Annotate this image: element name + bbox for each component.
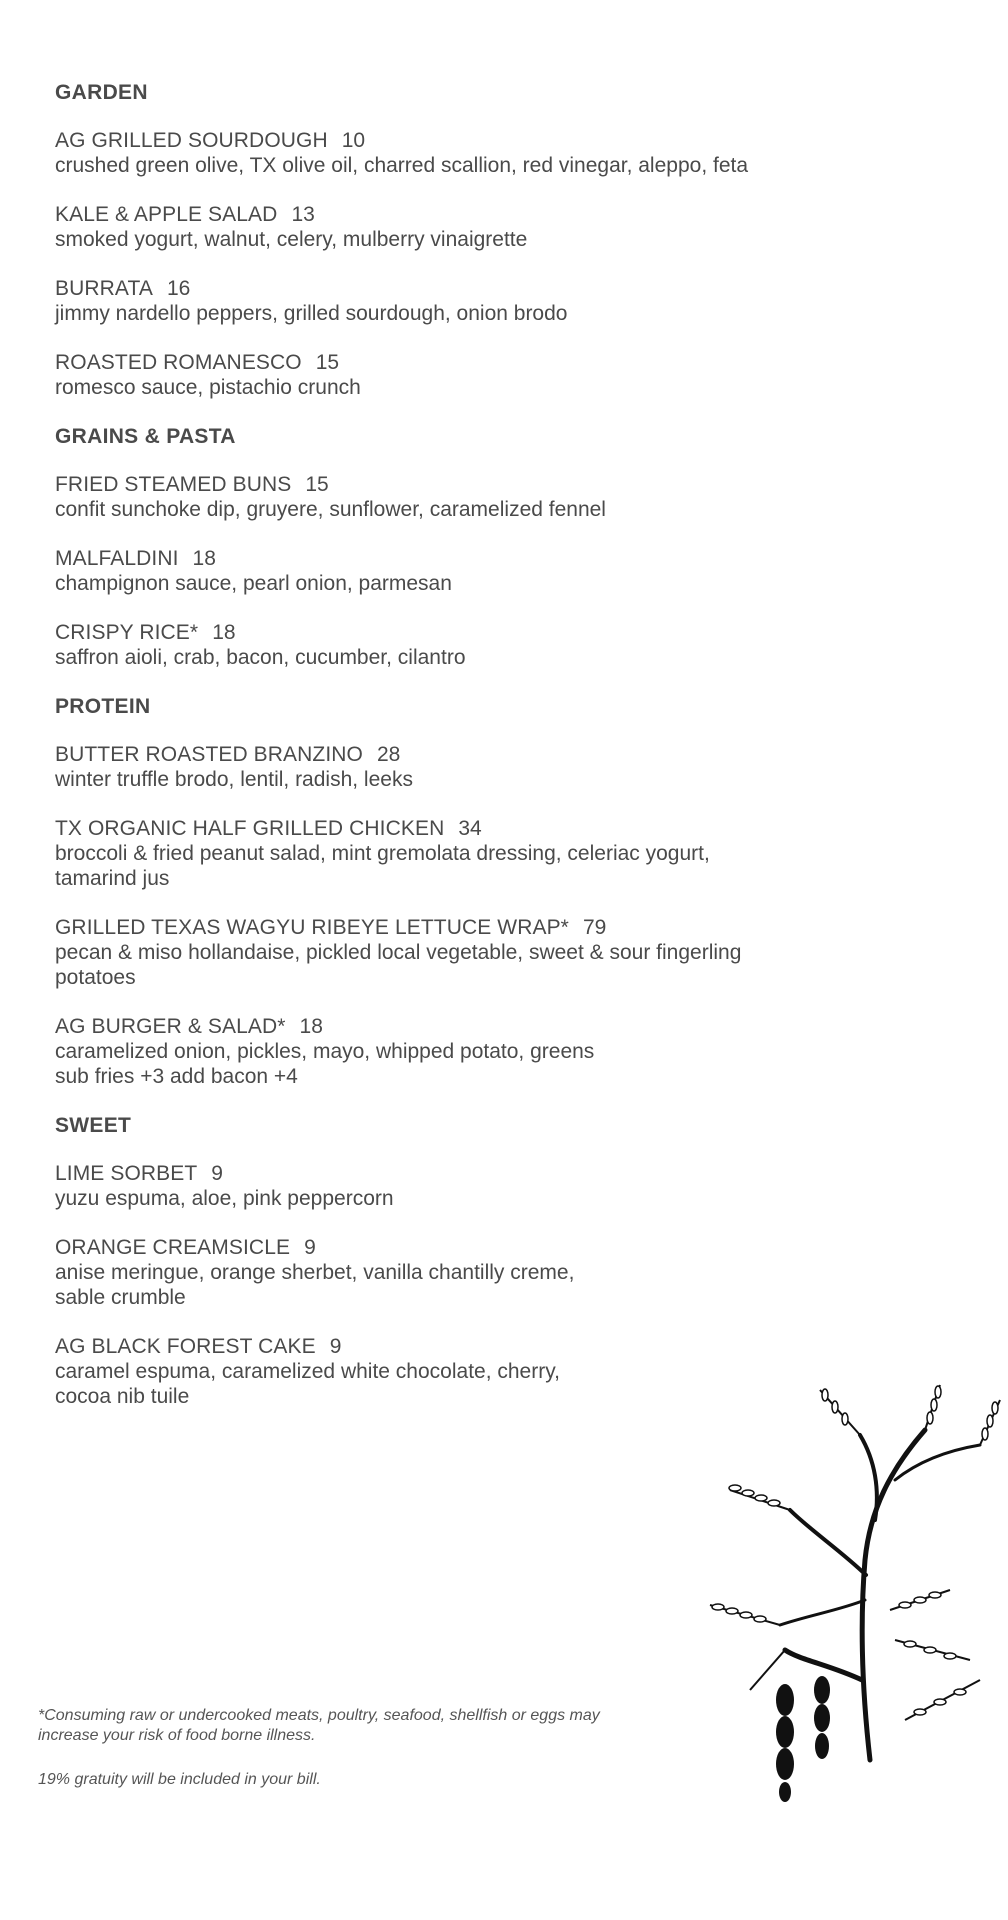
menu-item (55, 350, 875, 400)
menu-item (55, 816, 875, 891)
disclaimer-line: *Consuming raw or undercooked meats, poultry, seafood, shellfish or eggs may (38, 1707, 600, 1724)
item-name: BURRATA (55, 277, 153, 300)
menu-item (55, 128, 875, 178)
item-description: pecan & miso hollandaise, pickled local vegetable, sweet & sour fingerling (55, 941, 742, 964)
item-description: sub fries +3 add bacon +4 (55, 1065, 298, 1088)
section-title: GARDEN (55, 81, 148, 104)
item-name: GRILLED TEXAS WAGYU RIBEYE LETTUCE WRAP* (55, 916, 569, 939)
item-description: saffron aioli, crab, bacon, cucumber, cilantro (55, 646, 466, 669)
item-price: 15 (315, 351, 340, 374)
section-title: SWEET (55, 1114, 132, 1137)
item-description: sable crumble (55, 1286, 186, 1309)
item-price: 18 (192, 547, 216, 570)
item-price: 18 (212, 621, 236, 644)
item-price: 10 (341, 129, 366, 152)
item-description: winter truffle brodo, lentil, radish, leeks (55, 768, 413, 791)
item-name: AG BURGER & SALAD* (55, 1015, 286, 1038)
menu-item (55, 1235, 875, 1310)
menu-item (55, 1014, 875, 1089)
item-description: jimmy nardello peppers, grilled sourdough, onion brodo (55, 302, 568, 325)
menu-section-garden (55, 80, 875, 400)
item-name: ORANGE CREAMSICLE (55, 1236, 291, 1259)
item-description: cocoa nib tuile (55, 1385, 190, 1408)
item-description: smoked yogurt, walnut, celery, mulberry vinaigrette (55, 228, 528, 251)
item-description: anise meringue, orange sherbet, vanilla chantilly creme, (55, 1261, 575, 1284)
item-description: caramel espuma, caramelized white chocolate, cherry, (55, 1360, 560, 1383)
menu (55, 80, 875, 1433)
section-title: GRAINS & PASTA (55, 425, 236, 448)
item-description: broccoli & fried peanut salad, mint gremolata dressing, celeriac yogurt, (55, 842, 710, 865)
section-title: PROTEIN (55, 695, 151, 718)
item-price: 9 (329, 1335, 342, 1358)
item-description: yuzu espuma, aloe, pink peppercorn (55, 1187, 394, 1210)
item-price: 9 (304, 1236, 316, 1259)
menu-item (55, 915, 875, 990)
item-name: BUTTER ROASTED BRANZINO (55, 743, 363, 766)
item-description: romesco sauce, pistachio crunch (55, 376, 361, 399)
item-price: 15 (305, 473, 329, 496)
gratuity-note: 19% gratuity will be included in your bill. (38, 1771, 321, 1788)
item-description: caramelized onion, pickles, mayo, whipped potato, greens (55, 1040, 595, 1063)
menu-item (55, 472, 875, 522)
item-description: potatoes (55, 966, 136, 989)
menu-footer (38, 1706, 678, 1814)
item-price: 16 (166, 277, 191, 300)
item-name: FRIED STEAMED BUNS (55, 473, 292, 496)
item-price: 34 (458, 817, 482, 840)
item-name: MALFALDINI (55, 547, 179, 570)
item-name: ROASTED ROMANESCO (55, 351, 302, 374)
item-description: tamarind jus (55, 867, 170, 890)
menu-item (55, 1161, 875, 1211)
item-price: 28 (377, 743, 401, 766)
menu-item (55, 742, 875, 792)
item-price: 18 (299, 1015, 323, 1038)
item-price: 13 (291, 203, 315, 226)
item-price: 9 (211, 1162, 223, 1185)
menu-item (55, 546, 875, 596)
item-description: champignon sauce, pearl onion, parmesan (55, 572, 452, 595)
menu-item (55, 620, 875, 670)
item-description: crushed green olive, TX olive oil, charred scallion, red vinegar, aleppo, feta (55, 154, 749, 177)
item-name: AG BLACK FOREST CAKE (55, 1335, 316, 1358)
raw-food-disclaimer (38, 1706, 678, 1746)
disclaimer-line: increase your risk of food borne illness. (38, 1727, 316, 1744)
item-name: AG GRILLED SOURDOUGH (55, 129, 328, 152)
menu-section-protein (55, 694, 875, 1089)
item-price: 79 (582, 916, 607, 939)
item-name: KALE & APPLE SALAD (55, 203, 278, 226)
item-name: TX ORGANIC HALF GRILLED CHICKEN (55, 817, 445, 840)
menu-item (55, 276, 875, 326)
mesquite-branch-icon (690, 1360, 1008, 1810)
item-name: LIME SORBET (55, 1162, 198, 1185)
item-description: confit sunchoke dip, gruyere, sunflower, caramelized fennel (55, 498, 606, 521)
item-name: CRISPY RICE* (55, 621, 199, 644)
menu-section-grains-pasta (55, 424, 875, 670)
menu-item (55, 202, 875, 252)
